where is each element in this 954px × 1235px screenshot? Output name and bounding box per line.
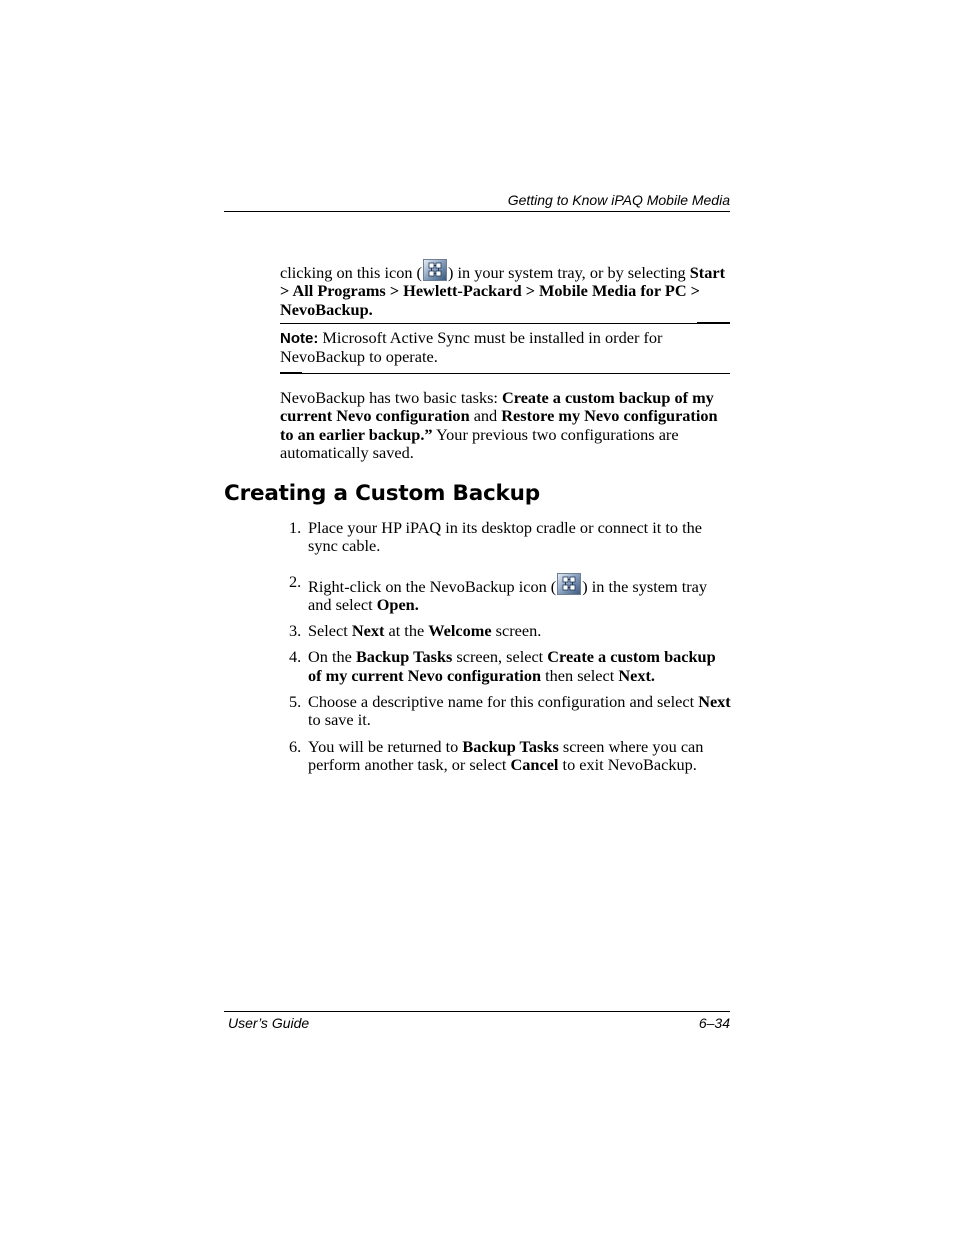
step-number: 4. (289, 647, 302, 667)
step-item (280, 622, 732, 640)
step-number: 1. (289, 518, 302, 537)
step-item (280, 519, 732, 556)
step-text: On the (308, 647, 356, 667)
step-number: 3. (289, 621, 302, 641)
note-text: Microsoft Active Sync must be installed in order for NevoBackup to operate. (280, 328, 663, 367)
step-text: at the (384, 621, 429, 641)
step-bold: Backup Tasks (462, 736, 559, 756)
step-text: You will be returned to (308, 736, 463, 756)
step-text: screen. (491, 621, 542, 641)
step-text: Choose a descriptive name for this configuration and select (308, 692, 699, 712)
step-number: 5. (289, 692, 302, 712)
step-bold: Next. (618, 665, 655, 685)
intro-text-1: clicking on this icon ( (280, 263, 422, 282)
tasks-text-2: and (469, 406, 502, 426)
running-header: Getting to Know iPAQ Mobile Media (507, 192, 730, 208)
step-bold: Create a custom backup of my current Nevo configuration (308, 647, 716, 685)
page-number: 6–34 (698, 1015, 730, 1031)
tasks-bold-1: Create a custom backup of my current Nevo configuration (280, 388, 714, 426)
step-number: 2. (289, 571, 302, 591)
step-bold: Welcome (428, 621, 492, 641)
note-label: Note: (280, 330, 319, 347)
step-text: to exit NevoBackup. (558, 754, 697, 774)
step-bold: Open. (376, 594, 419, 614)
step-text: screen, select (452, 647, 548, 667)
step-text: screen where you can perform another task, or select (308, 736, 704, 774)
note-rule-bottom (280, 373, 730, 374)
intro-text-2: ) in your system tray, or by selecting (447, 263, 686, 282)
step-item (280, 693, 732, 730)
step-number: 6. (289, 736, 302, 756)
step-bold: Backup Tasks (355, 647, 453, 667)
step-bold: Cancel (510, 754, 559, 774)
step-bold: Next (698, 692, 731, 712)
note-rule-bottom-accent (280, 372, 302, 373)
nevobackup-tray-icon (557, 573, 581, 595)
menu-path: Start > All Programs > Hewlett-Packard > Mobile Media for PC > NevoBackup. (280, 263, 726, 319)
note-rule-top (280, 323, 730, 324)
tasks-paragraph (280, 389, 732, 462)
note-rule-top-accent (697, 322, 730, 323)
note-box (280, 329, 732, 367)
step-bold: Next (351, 621, 385, 641)
tasks-bold-2: Restore my Nevo configuration to an earlier backup.” (280, 406, 718, 444)
step-text: Select (308, 621, 352, 641)
step-text: Right-click on the NevoBackup icon ( (308, 576, 557, 596)
footer-rule (224, 1011, 730, 1012)
step-item (280, 648, 732, 685)
step-text: ) in the system tray and select (308, 576, 708, 614)
footer-guide-title: User’s Guide (228, 1015, 310, 1031)
step-text: to save it. (308, 710, 371, 730)
nevobackup-tray-icon (423, 259, 447, 281)
header-rule (224, 211, 730, 212)
step-text: then select (541, 665, 619, 685)
step-text: Place your HP iPAQ in its desktop cradle or connect it to the sync cable. (308, 518, 703, 556)
section-heading: Creating a Custom Backup (224, 481, 540, 506)
tasks-text-1: NevoBackup has two basic tasks: (280, 388, 503, 407)
steps-list (280, 519, 732, 774)
step-item (280, 738, 732, 775)
intro-paragraph (280, 259, 732, 319)
tasks-text-3: Your previous two configurations are automatically saved. (280, 424, 679, 462)
step-item (280, 573, 732, 615)
